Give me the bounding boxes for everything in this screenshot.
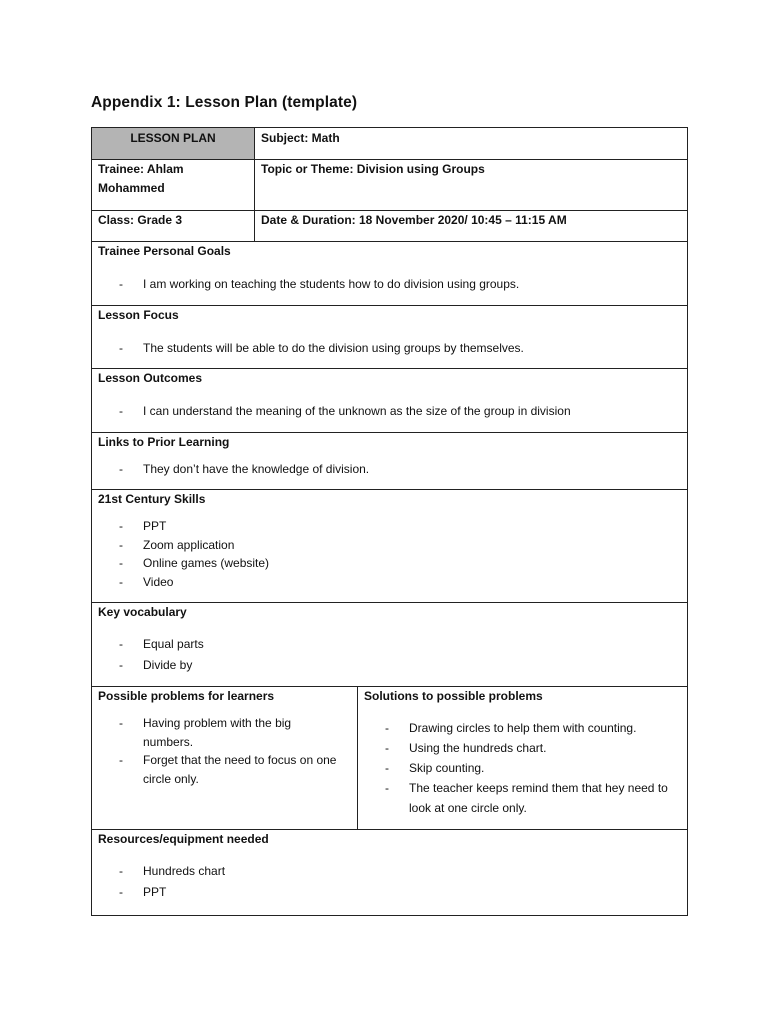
header-row: [92, 128, 687, 159]
list-item: - The teacher keeps remind them that hey need to look at one circle only.: [358, 778, 679, 818]
lesson-focus-heading: Lesson Focus: [98, 308, 179, 322]
list-item: - They don’t have the knowledge of division.: [92, 460, 687, 479]
vocabulary-list: [92, 634, 687, 676]
topic-cell: [254, 160, 687, 210]
list-item: - The students will be able to do the division using groups by themselves.: [92, 339, 687, 358]
subject-text: Subject: Math: [261, 131, 340, 145]
list-item: - Divide by: [92, 655, 687, 676]
vocabulary-section: [92, 602, 687, 686]
list-item: - Skip counting.: [358, 758, 679, 778]
list-item: - PPT: [92, 882, 687, 903]
class-cell: [92, 211, 254, 241]
page-title: Appendix 1: Lesson Plan (template): [91, 94, 358, 111]
personal-goals-section: [92, 241, 687, 305]
solutions-heading: Solutions to possible problems: [364, 689, 543, 703]
prior-learning-list: [92, 460, 687, 479]
class-text: Class: Grade 3: [98, 213, 183, 227]
lesson-plan-header-cell: [92, 128, 254, 159]
lesson-plan-header-label: LESSON PLAN: [130, 131, 216, 145]
problems-heading: Possible problems for learners: [98, 689, 275, 703]
date-duration-text: Date & Duration: 18 November 2020/ 10:45 – 11:15 AM: [261, 213, 567, 227]
personal-goals-list: [92, 275, 687, 294]
list-item: - Drawing circles to help them with counting.: [358, 718, 679, 738]
list-item: - Using the hundreds chart.: [358, 738, 679, 758]
resources-section: [92, 829, 687, 915]
topic-text: Topic or Theme: Division using Groups: [261, 162, 485, 176]
solutions-list: [358, 718, 687, 818]
problems-list: [92, 714, 357, 788]
vocabulary-heading: Key vocabulary: [98, 605, 187, 619]
trainee-text: Trainee: Ahlam Mohammed: [98, 162, 184, 195]
lesson-outcomes-list: [92, 402, 687, 421]
list-item: - Online games (website): [92, 554, 687, 573]
lesson-plan-table: [91, 127, 688, 916]
skills-heading: 21st Century Skills: [98, 492, 206, 506]
list-item: - I can understand the meaning of the unknown as the size of the group in division: [92, 402, 687, 421]
list-item: - I am working on teaching the students how to do division using groups.: [92, 275, 687, 294]
class-row: [92, 210, 687, 241]
prior-learning-section: [92, 432, 687, 489]
problems-cell: [92, 687, 357, 829]
prior-learning-heading: Links to Prior Learning: [98, 435, 230, 449]
solutions-cell: [357, 687, 687, 829]
list-item: - Hundreds chart: [92, 861, 687, 882]
resources-list: [92, 861, 687, 903]
list-item: - Video: [92, 573, 687, 592]
list-item: - Having problem with the big numbers.: [92, 714, 353, 751]
lesson-focus-list: [92, 339, 687, 358]
subject-cell: [254, 128, 687, 159]
skills-list: [92, 517, 687, 591]
date-duration-cell: [254, 211, 687, 241]
trainee-row: [92, 159, 687, 210]
lesson-focus-section: [92, 305, 687, 368]
resources-heading: Resources/equipment needed: [98, 832, 269, 846]
list-item: - PPT: [92, 517, 687, 536]
trainee-cell: [92, 160, 254, 210]
personal-goals-heading: Trainee Personal Goals: [98, 244, 231, 258]
list-item: - Equal parts: [92, 634, 687, 655]
lesson-outcomes-section: [92, 368, 687, 432]
lesson-outcomes-heading: Lesson Outcomes: [98, 371, 203, 385]
list-item: - Forget that the need to focus on one circle only.: [92, 751, 353, 788]
problems-solutions-row: [92, 686, 687, 829]
list-item: - Zoom application: [92, 536, 687, 555]
skills-section: [92, 489, 687, 602]
